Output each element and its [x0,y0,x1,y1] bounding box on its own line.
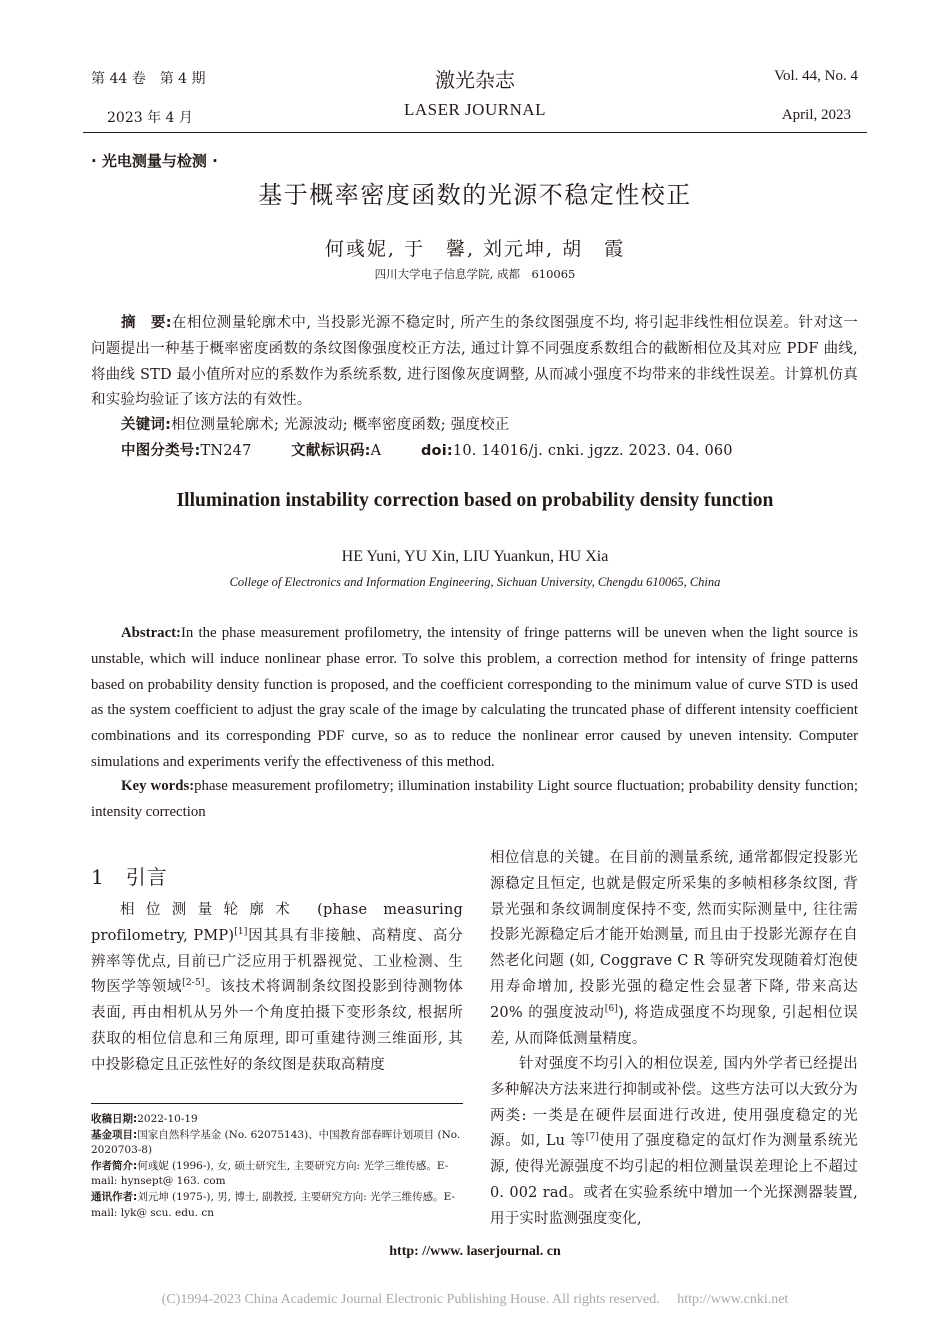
citation-6: [6] [604,1003,619,1014]
affiliation-cn: 四川大学电子信息学院, 成都 610065 [374,267,576,281]
header-date-cn: 2023 年 4 月 [107,110,193,126]
doc-code-value: A [370,443,382,459]
footnote-received [91,1112,463,1128]
header-volume-issue-cn: 第 44 卷 第 4 期 [91,71,206,87]
footnotes [91,1112,463,1221]
citation-7: [7] [585,1132,600,1143]
author-value: 何彧妮 (1996-), 女, 硕士研究生, 主要研究方向: 光学三维传感。E-mail: hynsept@ 163. com [91,1159,449,1188]
keywords-en-text: phase measurement profilometry; illumination instability Light source fluctuation; probability density function; intensity correction [91,778,858,820]
doi-label: doi: [420,443,453,459]
paragraph-1-text-a: 相位测量轮廓术 (phase measuring profilometry, PMP) [91,902,463,944]
abstract-cn [91,311,858,414]
abstract-en-text: In the phase measurement profilometry, the intensity of fringe patterns will be uneven when the light source is unstable, which will induce nonlinear phase error. To solve this problem, a correction method for intensity of fringe patterns based on probability density function is proposed, and the coefficient corresponding to the minimum value of curve STD is used as the system coefficient to adjust the gray scale of the image by calculating the truncated phase of different intensity coefficient combinations and its corresponding PDF curve, so as to reduce the nonlinear error caused by uneven intensity. Computer simulations and experiments verify the effectiveness of this method. [91,625,858,770]
footer-url[interactable]: http: //www. laserjournal. cn [389,1244,561,1259]
citation-2-5: [2-5] [182,978,205,989]
paragraph-1-text-b: 因其具有非接触、高精度、高分辨率等优点, 目前已广泛应用于机器视觉、工业检测、生物医学等领域 [91,927,463,996]
received-label: 收稿日期: [91,1113,138,1125]
abstract-en [91,621,858,776]
section-1-paragraph-3 [490,1052,858,1233]
section-1-heading: 1 引言 [91,865,168,889]
footnote-rule [91,1103,463,1104]
footnote-corresponding [91,1190,463,1221]
clc-value: TN247 [200,443,252,459]
keywords-cn [121,413,858,439]
paragraph-1-text-c: 。该技术将调制条纹图投影到待测物体表面, 再由相机从另外一个角度拍摄下变形条纹, 根据所获取的相位信息和三角原理, 即可重建待测三维面形, 其中投影稳定且正弦性好的条纹图是获取高精度 [91,979,463,1073]
doi-value: 10. 14016/j. cnki. jgzz. 2023. 04. 060 [452,443,733,459]
paragraph-3-text-a: 针对强度不均引入的相位误差, 国内外学者已经提出多种解决方法来进行抑制或补偿。这些方法可以大致分为两类: 一类是在硬件层面进行改进, 使用强度稳定的光源。如, Lu 等 [490,1056,858,1150]
header-journal-cn: 激光杂志 [435,68,515,92]
keywords-cn-text: 相位测量轮廓术; 光源波动; 概率密度函数; 强度校正 [171,417,510,433]
citation-1: [1] [234,926,248,937]
abstract-en-label: Abstract: [121,625,181,641]
footer-copyright: (C)1994-2023 China Academic Journal Electronic Publishing House. All rights reserved. http://www.cnki.net [161,1292,789,1307]
fund-value: 国家自然科学基金 (No. 62075143)、中国教育部春晖计划项目 (No. 2020703-8) [91,1128,461,1157]
corresponding-label: 通讯作者: [91,1190,138,1203]
abstract-cn-label: 摘 要: [121,315,172,331]
paragraph-2-text-b: ), 将造成强度不均现象, 引起相位误差, 从而降低测量精度。 [490,1004,858,1047]
footnote-fund [91,1128,463,1159]
affiliation-en: College of Electronics and Information Engineering, Sichuan University, Chengdu 610065, China [229,575,721,589]
authors-en: HE Yuni, YU Xin, LIU Yuankun, HU Xia [341,548,609,565]
header-rule [83,132,867,133]
classification-line [121,439,858,465]
header-journal-en: LASER JOURNAL [403,100,547,119]
header-date-en: April, 2023 [781,107,851,123]
header-volume-issue-en: Vol. 44, No. 4 [774,68,858,84]
paragraph-3-text-b: 使用了强度稳定的氙灯作为测量系统光源, 使得光源强度不均引起的相位测量误差理论上不超过 0. 002 rad。或者在实验系统中增加一个光探测器装置, 用于实时监测强度变化, [490,1133,858,1227]
section-1-paragraph-1 [91,898,463,1079]
title-en: Illumination instability correction based on probability density function [176,490,774,511]
author-label: 作者简介: [91,1159,138,1172]
fund-label: 基金项目: [91,1128,138,1141]
authors-cn: 何彧妮, 于 馨, 刘元坤, 胡 霞 [324,238,626,260]
section-1-paragraph-2 [490,846,858,1052]
received-value: 2022-10-19 [137,1113,198,1125]
corresponding-value: 刘元坤 (1975-), 男, 博士, 副教授, 主要研究方向: 光学三维传感。E-mail: lyk@ scu. edu. cn [91,1190,455,1219]
title-cn: 基于概率密度函数的光源不稳定性校正 [258,181,692,209]
keywords-en [91,774,858,826]
clc-label: 中图分类号: [121,443,201,459]
keywords-en-label: Key words: [121,778,195,794]
column-label: · 光电测量与检测 · [91,152,218,170]
footnote-author [91,1159,463,1190]
abstract-cn-text: 在相位测量轮廓术中, 当投影光源不稳定时, 所产生的条纹图强度不均, 将引起非线性相位误差。针对这一问题提出一种基于概率密度函数的条纹图像强度校正方法, 通过计算不同强度系数组合的截断相位及其对应 PDF 曲线, 将曲线 STD 最小值所对应的系数作为系统系数, 进行图像灰度调整, 从而减小强度不均带来的非线性误差。计算机仿真和实验均验证了该方法的有效性。 [91,315,858,409]
doc-code-label: 文献标识码: [291,443,371,459]
paragraph-2-text-a: 相位信息的关键。在目前的测量系统, 通常都假定投影光源稳定且恒定, 也就是假定所采集的多帧相移条纹图, 背景光强和条纹调制度保持不变, 然而实际测量中, 往往需投影光源稳定后才能开始测量, 而且由于投影光源存在自然老化问题 (如, Coggrave C R 等研究发现随着灯泡使用寿命增加, 投影光强的稳定性会显著下降, 带来高达 20% 的强度波动 [490,850,858,1021]
keywords-cn-label: 关键词: [121,417,172,433]
